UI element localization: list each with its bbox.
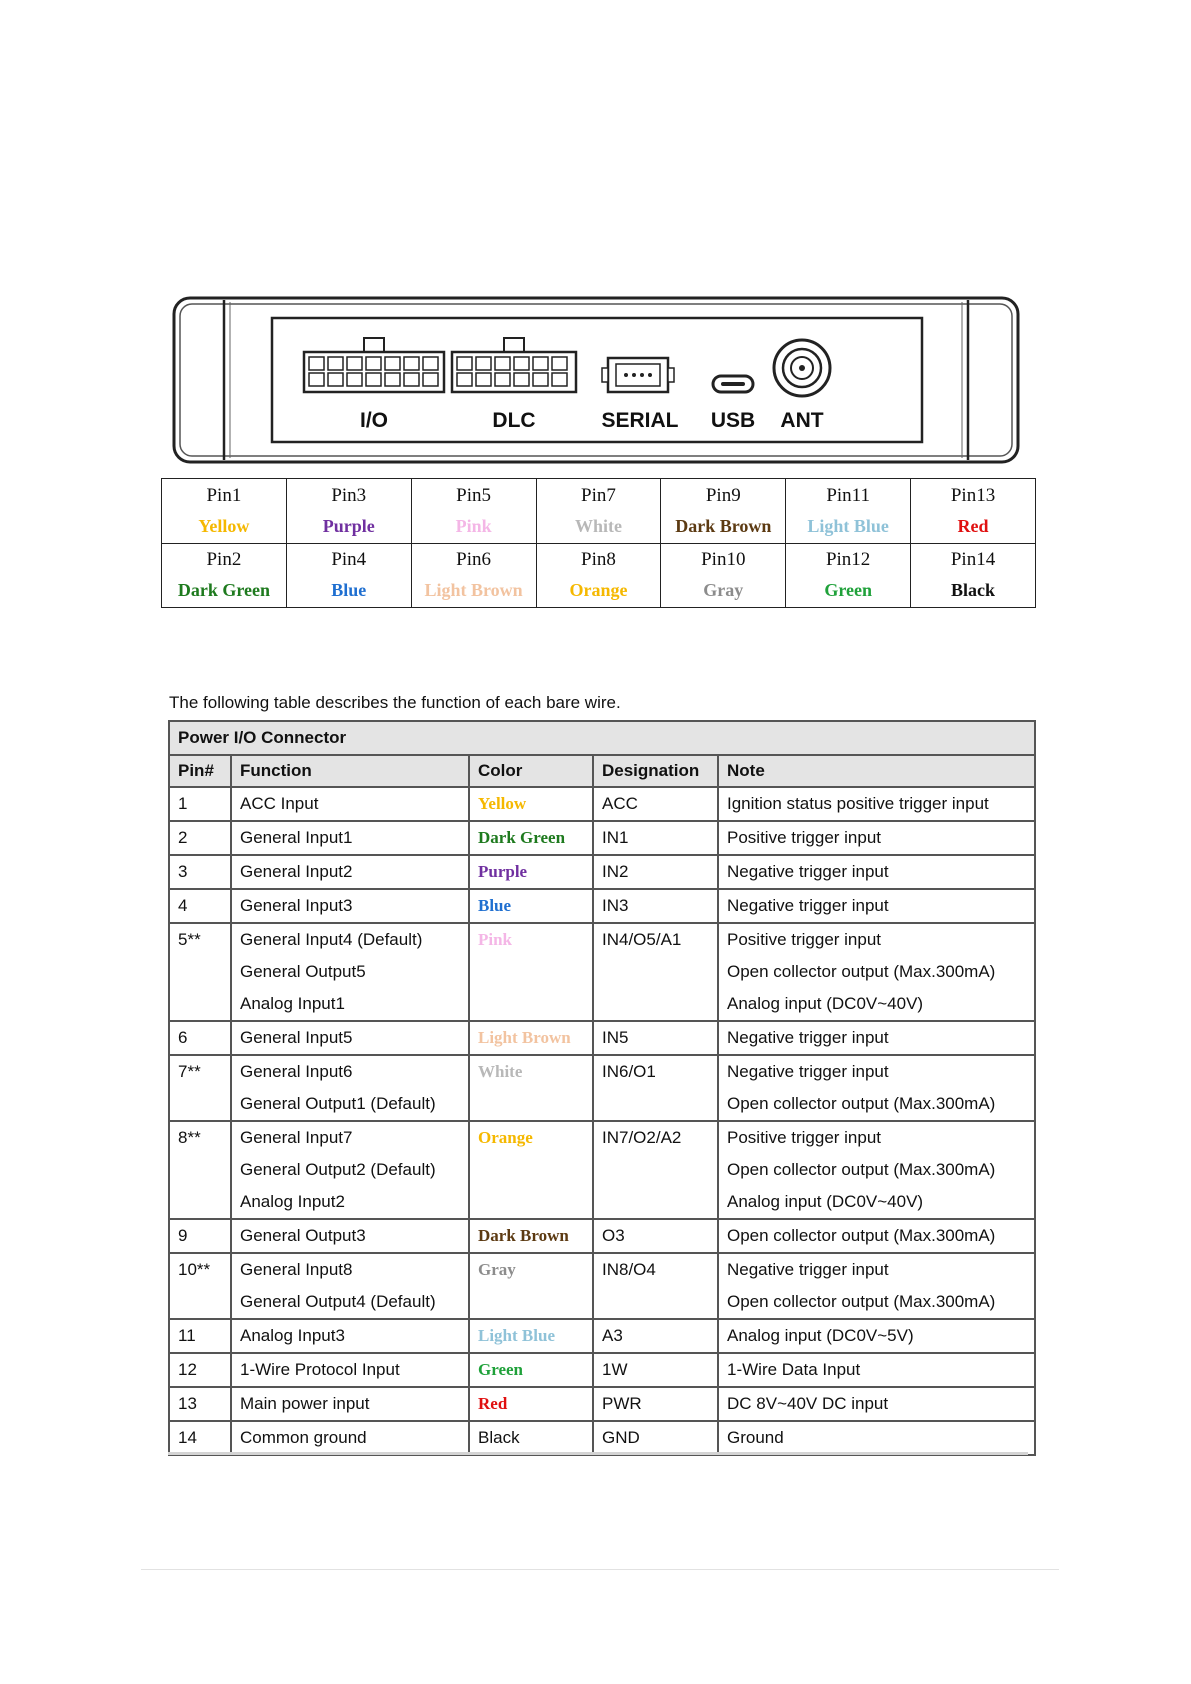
connector-pin (476, 373, 491, 386)
pin-grid-cell (411, 479, 536, 544)
pin-grid-row (162, 479, 1036, 544)
function-text: General Input2 (240, 862, 353, 881)
pin-grid-cell (162, 479, 287, 544)
cell-function (231, 855, 469, 889)
port-label-serial: SERIAL (601, 409, 679, 432)
function-text: General Output2 (Default) (240, 1160, 436, 1179)
cell-color (469, 787, 593, 821)
cell-designation (593, 1055, 718, 1121)
table-row (169, 1021, 1035, 1055)
cell-note (718, 1219, 1035, 1253)
cell-color (469, 855, 593, 889)
connector-pin (514, 357, 529, 370)
pin-number: Pin10 (701, 549, 746, 571)
note-text: Analog input (DC0V~5V) (727, 1326, 914, 1345)
pin-wire-color: White (574, 515, 622, 536)
table-row (169, 855, 1035, 889)
header-designation: Designation (593, 755, 718, 787)
function-text: Analog Input2 (240, 1192, 345, 1211)
cell-function (231, 1421, 469, 1455)
cell-note (718, 1319, 1035, 1353)
pin-wire-color: Dark Green (177, 580, 270, 601)
table-row (169, 1253, 1035, 1319)
function-text: Analog Input1 (240, 994, 345, 1013)
cell-designation (593, 923, 718, 1021)
note-text: Analog input (DC0V~40V) (727, 994, 924, 1013)
connector-pin (495, 357, 510, 370)
cell-function (231, 1353, 469, 1387)
cell-note (718, 855, 1035, 889)
note-text: Positive trigger input (727, 930, 882, 949)
cell-designation (593, 1387, 718, 1421)
table-row (169, 1121, 1035, 1219)
designation-text: O3 (602, 1226, 625, 1245)
cell-pin (169, 1319, 231, 1353)
note-text: Negative trigger input (727, 1028, 889, 1047)
cell-pin (169, 889, 231, 923)
pin-grid-row (162, 543, 1036, 608)
port-label-dlc: DLC (492, 409, 536, 432)
cell-pin (169, 1021, 231, 1055)
pin-number: Pin2 (206, 549, 242, 571)
pin-wire-color: Red (957, 515, 989, 536)
cell-function (231, 1121, 469, 1219)
pin-number: 2 (178, 828, 188, 847)
cell-function (231, 1219, 469, 1253)
pin-color-grid (161, 478, 1036, 608)
cell-note (718, 1353, 1035, 1387)
cell-function (231, 1021, 469, 1055)
pin-grid-cell (911, 479, 1036, 544)
connector-pin (476, 357, 491, 370)
cell-color (469, 1253, 593, 1319)
cell-color (469, 923, 593, 1021)
cell-designation (593, 787, 718, 821)
connector-pin (366, 357, 381, 370)
cell-pin (169, 1387, 231, 1421)
pin-number: Pin13 (950, 484, 996, 506)
wire-color: Dark Green (478, 828, 566, 847)
pin-number: 9 (178, 1226, 188, 1245)
divider (168, 1452, 1028, 1455)
cell-color (469, 1055, 593, 1121)
cell-color (469, 1421, 593, 1455)
pin-number: Pin4 (331, 549, 367, 571)
designation-text: IN4/O5/A1 (602, 930, 682, 949)
device-illustration (172, 296, 1020, 464)
function-text: General Output4 (Default) (240, 1292, 436, 1311)
wire-color: Purple (478, 862, 528, 881)
cell-function (231, 1055, 469, 1121)
cell-note (718, 1021, 1035, 1055)
pin-grid-cell (786, 479, 911, 544)
note-text: 1-Wire Data Input (727, 1360, 861, 1379)
connector-pin (533, 357, 548, 370)
pin-wire-color: Black (951, 580, 996, 601)
wire-color: Pink (478, 930, 513, 949)
cell-color (469, 821, 593, 855)
cell-note (718, 1055, 1035, 1121)
cell-designation (593, 1421, 718, 1455)
device-front-panel (172, 296, 1020, 464)
cell-color (469, 889, 593, 923)
pin-wire-color: Yellow (198, 515, 250, 536)
function-text: General Input8 (240, 1260, 353, 1279)
pin-number: Pin1 (206, 484, 242, 506)
pin-number: 12 (178, 1360, 197, 1379)
usb-port-icon (713, 376, 753, 392)
designation-text: A3 (602, 1326, 623, 1345)
designation-text: IN6/O1 (602, 1062, 656, 1081)
cell-designation (593, 821, 718, 855)
pin-number: 3 (178, 862, 188, 881)
cell-pin (169, 923, 231, 1021)
wire-color: Light Blue (478, 1326, 555, 1345)
pin-grid-cell (661, 479, 786, 544)
table-row (169, 1353, 1035, 1387)
function-text: Common ground (240, 1428, 367, 1447)
connector-pin (552, 373, 567, 386)
function-text: Analog Input3 (240, 1326, 345, 1345)
cell-designation (593, 1021, 718, 1055)
function-text: General Input3 (240, 896, 353, 915)
table-header-row (169, 755, 1035, 787)
pin-number: Pin8 (581, 549, 616, 571)
cell-note (718, 787, 1035, 821)
pin-wire-color: Light Brown (424, 580, 523, 601)
cell-note (718, 889, 1035, 923)
designation-text: IN3 (602, 896, 629, 915)
wire-color: Black (478, 1428, 520, 1447)
pin-number: 1 (178, 794, 188, 813)
table-row (169, 1387, 1035, 1421)
pin-number: 14 (178, 1428, 197, 1447)
table-row (169, 1319, 1035, 1353)
cell-designation (593, 1121, 718, 1219)
cell-designation (593, 1219, 718, 1253)
power-io-table (168, 720, 1036, 1456)
wire-color: Green (478, 1360, 524, 1379)
wire-color: Blue (478, 896, 512, 915)
note-text: Open collector output (Max.300mA) (727, 1292, 996, 1311)
cell-pin (169, 1055, 231, 1121)
cell-color (469, 1021, 593, 1055)
pin-wire-color: Gray (703, 580, 744, 601)
pin-number: 7** (178, 1062, 201, 1081)
connector-pin (309, 373, 324, 386)
connector-pin (366, 373, 381, 386)
designation-text: PWR (602, 1394, 642, 1413)
wire-color: Yellow (478, 794, 527, 813)
cell-note (718, 1387, 1035, 1421)
cell-note (718, 1253, 1035, 1319)
note-text: Positive trigger input (727, 828, 882, 847)
connector-pin (404, 357, 419, 370)
pin-number: 4 (178, 896, 188, 915)
wire-color: White (478, 1062, 523, 1081)
function-text: General Input4 (Default) (240, 930, 423, 949)
cell-designation (593, 1253, 718, 1319)
pin-wire-color: Dark Brown (675, 515, 772, 536)
cell-pin (169, 1121, 231, 1219)
pin-number: 10** (178, 1260, 211, 1279)
cell-pin (169, 1253, 231, 1319)
pin-number: Pin12 (825, 549, 871, 571)
pin-wire-color: Green (824, 580, 872, 601)
connector-pin (423, 373, 438, 386)
note-text: Negative trigger input (727, 1062, 889, 1081)
cell-color (469, 1121, 593, 1219)
pin-number: Pin7 (581, 484, 616, 506)
table-row (169, 787, 1035, 821)
function-text: General Input6 (240, 1062, 353, 1081)
footer-divider (141, 1569, 1059, 1570)
designation-text: GND (602, 1428, 640, 1447)
pin-number: 13 (178, 1394, 197, 1413)
port-label-ant: ANT (780, 409, 824, 432)
cell-function (231, 821, 469, 855)
table-row (169, 821, 1035, 855)
connector-pin (457, 357, 472, 370)
connector-pin (328, 357, 343, 370)
pin-wire-color: Blue (331, 580, 367, 601)
header-function: Function (231, 755, 469, 787)
designation-text: IN5 (602, 1028, 629, 1047)
connector-pin (533, 373, 548, 386)
connector-pin (423, 357, 438, 370)
connector-pin (385, 357, 400, 370)
note-text: Open collector output (Max.300mA) (727, 1160, 996, 1179)
cell-pin (169, 787, 231, 821)
note-text: Ignition status positive trigger input (727, 794, 989, 813)
table-row (169, 889, 1035, 923)
wire-color: Dark Brown (478, 1226, 569, 1245)
function-text: General Input5 (240, 1028, 353, 1047)
pin-wire-color: Pink (455, 515, 492, 536)
connector-pin (309, 357, 324, 370)
pin-number: Pin9 (705, 484, 741, 506)
cell-pin (169, 821, 231, 855)
cell-color (469, 1219, 593, 1253)
cell-note (718, 923, 1035, 1021)
connector-pin (552, 357, 567, 370)
pin-grid-cell (536, 543, 661, 608)
wire-color: Red (478, 1394, 508, 1413)
pin-number: 11 (178, 1326, 196, 1345)
cell-note (718, 1421, 1035, 1455)
connector-pin (347, 357, 362, 370)
header-pin: Pin# (169, 755, 231, 787)
connector-pin (404, 373, 419, 386)
designation-text: IN1 (602, 828, 629, 847)
cell-color (469, 1353, 593, 1387)
cell-function (231, 1319, 469, 1353)
cell-function (231, 787, 469, 821)
pin-grid-cell (536, 479, 661, 544)
pin-number: Pin3 (331, 484, 367, 506)
port-label-usb: USB (710, 409, 756, 432)
note-text: Ground (727, 1428, 784, 1447)
connector-pin (328, 373, 343, 386)
designation-text: IN7/O2/A2 (602, 1128, 682, 1147)
table-row (169, 923, 1035, 1021)
note-text: Negative trigger input (727, 862, 889, 881)
note-text: Open collector output (Max.300mA) (727, 1226, 996, 1245)
cell-function (231, 923, 469, 1021)
cell-function (231, 889, 469, 923)
note-text: Negative trigger input (727, 1260, 889, 1279)
table-row (169, 1055, 1035, 1121)
function-text: Main power input (240, 1394, 370, 1413)
note-text: Positive trigger input (727, 1128, 882, 1147)
cell-pin (169, 1353, 231, 1387)
cell-pin (169, 1421, 231, 1455)
function-text: General Output5 (240, 962, 366, 981)
pin-number: Pin11 (826, 484, 870, 506)
designation-text: IN2 (602, 862, 629, 881)
note-text: Negative trigger input (727, 896, 889, 915)
cell-color (469, 1319, 593, 1353)
wire-color: Light Brown (478, 1028, 571, 1047)
pin-number: Pin6 (456, 549, 492, 571)
pin-wire-color: Orange (569, 580, 628, 601)
cell-designation (593, 1319, 718, 1353)
header-note: Note (718, 755, 1035, 787)
connector-pin (347, 373, 362, 386)
intro-text: The following table describes the function of each bare wire. (169, 693, 621, 712)
cell-color (469, 1387, 593, 1421)
function-text: General Input1 (240, 828, 353, 847)
pin-grid-cell (162, 543, 287, 608)
pin-wire-color: Purple (322, 515, 375, 536)
connector-pin (385, 373, 400, 386)
note-text: DC 8V~40V DC input (727, 1394, 889, 1413)
cell-designation (593, 1353, 718, 1387)
pin-grid-cell (911, 543, 1036, 608)
pin-grid-cell (786, 543, 911, 608)
antenna-connector-icon (774, 340, 830, 396)
function-text: 1-Wire Protocol Input (240, 1360, 400, 1379)
connector-pin (514, 373, 529, 386)
cell-function (231, 1253, 469, 1319)
cell-function (231, 1387, 469, 1421)
function-text: General Input7 (240, 1128, 353, 1147)
pin-number: 5** (178, 930, 201, 949)
note-text: Analog input (DC0V~40V) (727, 1192, 924, 1211)
designation-text: ACC (602, 794, 638, 813)
wire-color: Gray (478, 1260, 516, 1279)
cell-note (718, 821, 1035, 855)
cell-designation (593, 855, 718, 889)
note-text: Open collector output (Max.300mA) (727, 1094, 996, 1113)
wire-color: Orange (478, 1128, 533, 1147)
connector-pin (457, 373, 472, 386)
connector-pin (495, 373, 510, 386)
pin-wire-color: Light Blue (807, 515, 889, 536)
pin-number: 8** (178, 1128, 201, 1147)
designation-text: IN8/O4 (602, 1260, 656, 1279)
function-text: General Output3 (240, 1226, 366, 1245)
pin-grid-cell (661, 543, 786, 608)
function-text: ACC Input (240, 794, 319, 813)
header-color: Color (469, 755, 593, 787)
pin-number: Pin14 (950, 549, 996, 571)
pin-grid-cell (286, 543, 411, 608)
designation-text: 1W (602, 1360, 628, 1379)
cell-pin (169, 1219, 231, 1253)
note-text: Open collector output (Max.300mA) (727, 962, 996, 981)
cell-pin (169, 855, 231, 889)
pin-number: Pin5 (456, 484, 492, 506)
table-title: Power I/O Connector (169, 721, 1035, 755)
function-text: General Output1 (Default) (240, 1094, 436, 1113)
table-row (169, 1219, 1035, 1253)
pin-number: 6 (178, 1028, 188, 1047)
port-label-io: I/O (359, 409, 389, 432)
pin-grid-cell (286, 479, 411, 544)
cell-designation (593, 889, 718, 923)
pin-grid-cell (411, 543, 536, 608)
cell-note (718, 1121, 1035, 1219)
serial-connector-icon (602, 358, 674, 392)
table-row (169, 1421, 1035, 1455)
